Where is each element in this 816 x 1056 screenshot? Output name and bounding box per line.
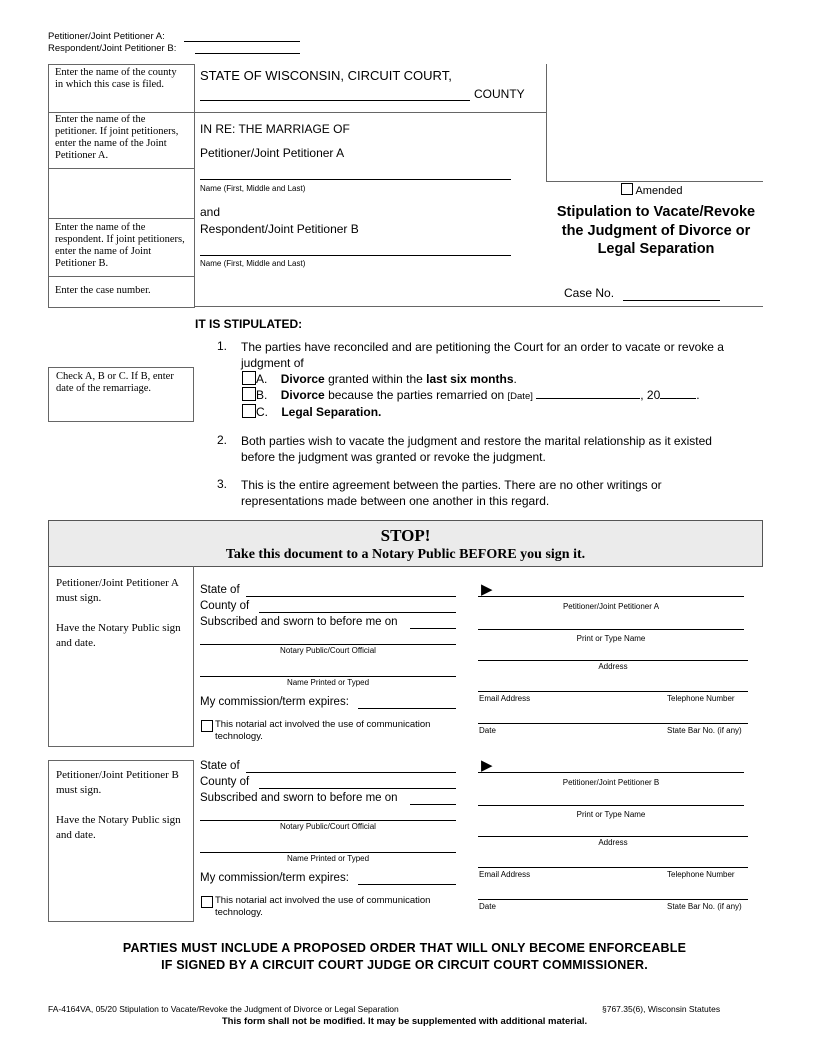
petitioner-a-caption-label: Petitioner/Joint Petitioner A — [200, 146, 345, 160]
sign-a-date-bar-field[interactable] — [478, 711, 748, 724]
sign-a-commission-field[interactable] — [358, 697, 456, 709]
divider — [49, 112, 194, 113]
sign-a-state-field[interactable] — [246, 585, 456, 597]
item3-text: This is the entire agreement between the parties. There are no other writings or representations made between one another in this regard. — [241, 478, 662, 508]
option-c-legal-separation: Legal Separation. — [281, 405, 382, 419]
caption-bottom-rule — [194, 306, 763, 307]
court-heading: STATE OF WISCONSIN, CIRCUIT COURT, — [200, 68, 452, 83]
sign-a-notary-label: Notary Public/Court Official — [280, 646, 376, 655]
option-a-period: last six months — [426, 372, 514, 386]
hint-county: Enter the name of the county in which this case is filed. — [55, 67, 177, 90]
stop-subtitle: Take this document to a Notary Public BEFORE you sign it. — [225, 547, 586, 562]
header-respondent-label: Respondent/Joint Petitioner B: — [48, 43, 177, 54]
remarriage-year-field[interactable] — [660, 388, 696, 399]
sign-a-sworn-label: Subscribed and sworn to before me on — [200, 616, 398, 628]
footer-form-id: FA-4164VA, 05/20 Stipulation to Vacate/Revoke the Judgment of Divorce or Legal Separation — [48, 1004, 399, 1014]
sign-b-date-bar-field[interactable] — [478, 887, 748, 900]
sign-a-notary-name-field[interactable] — [200, 662, 456, 677]
option-b-year-prefix: 20 — [646, 388, 661, 402]
divider — [49, 276, 194, 277]
stop-title: STOP! — [380, 526, 431, 545]
sign-b-address-field[interactable] — [478, 824, 748, 837]
respondent-caption-label: Respondent/Joint Petitioner B — [200, 222, 359, 236]
sign-b-notarial-label: This notarial act involved the use of communication technology. — [215, 895, 431, 918]
sign-a-telephone-label: Telephone Number — [667, 694, 735, 703]
option-a-text: granted within the — [328, 372, 423, 386]
header-petitioner-a-label: Petitioner/Joint Petitioner A: — [48, 31, 165, 42]
header-petitioner-a-field[interactable] — [184, 41, 300, 42]
option-b-text: because the parties remarried on — [328, 388, 505, 402]
sign-b-email-label: Email Address — [479, 870, 531, 879]
sign-a-state-bar-label: State Bar No. (if any) — [667, 726, 742, 735]
hint-petitioner: Enter the name of the petitioner. If joint petitioners, enter the name of the Joint Petitioner A. — [55, 114, 179, 161]
name-hint: Name (First, Middle and Last) — [200, 259, 306, 268]
notice-line-1: PARTIES MUST INCLUDE A PROPOSED ORDER THAT WILL ONLY BECOME ENFORCEABLE — [122, 941, 687, 955]
sign-b-notary-label: Notary Public/Court Official — [280, 822, 376, 831]
hint-case-number: Enter the case number. — [55, 285, 151, 296]
sign-a-print-name-field[interactable] — [478, 617, 744, 630]
sign-a-print-name-label: Print or Type Name — [576, 634, 646, 643]
case-no-label: Case No. — [564, 286, 615, 300]
divider — [49, 168, 194, 169]
sign-b-commission-label: My commission/term expires: — [200, 872, 349, 884]
option-c[interactable] — [242, 404, 381, 419]
amended-label: Amended — [635, 185, 683, 197]
sign-here-arrow-icon: ▶ — [481, 581, 493, 598]
county-label: COUNTY — [474, 87, 525, 101]
caption-divider — [193, 112, 546, 113]
sign-b-address-label: Address — [598, 838, 628, 847]
sign-b-date-label: Date — [479, 902, 496, 911]
notice-line-2: IF SIGNED BY A CIRCUIT COURT JUDGE OR CIRCUIT COURT COMMISSIONER. — [161, 958, 648, 972]
checkbox-icon[interactable] — [201, 896, 213, 908]
caption-vertical-rule — [546, 64, 547, 181]
sign-a-hint-must-sign: Petitioner/Joint Petitioner A must sign. — [56, 577, 179, 604]
option-a-checkbox[interactable] — [242, 371, 256, 385]
sign-a-email-label: Email Address — [479, 694, 531, 703]
sign-a-signature-field[interactable] — [478, 584, 744, 597]
item2-number: 2. — [217, 433, 228, 447]
sign-b-hint-notary: Have the Notary Public sign and date. — [56, 814, 181, 841]
sign-b-notarial-checkbox[interactable] — [201, 895, 463, 919]
option-c-checkbox[interactable] — [242, 404, 256, 418]
hint-check: Check A, B or C. If B, enter date of the remarriage. — [56, 371, 174, 394]
respondent-name-field[interactable] — [200, 238, 511, 256]
sign-b-commission-field[interactable] — [358, 873, 456, 885]
item2-text: Both parties wish to vacate the judgment and restore the marital relationship as it existed before the judgment was granted or revoke the judgment. — [241, 434, 712, 464]
sign-b-hint-must-sign: Petitioner/Joint Petitioner B must sign. — [56, 769, 179, 796]
option-b-checkbox[interactable] — [242, 387, 256, 401]
sign-b-county-field[interactable] — [259, 777, 456, 789]
sign-b-notary-signature-field[interactable] — [200, 808, 456, 821]
stop-banner — [48, 520, 763, 567]
option-a-letter: A. — [256, 372, 268, 386]
sign-a-name-printed-label: Name Printed or Typed — [286, 678, 370, 687]
item1-number: 1. — [217, 339, 228, 353]
sign-here-arrow-icon: ▶ — [481, 757, 493, 774]
sign-b-sworn-date-field[interactable] — [410, 793, 456, 805]
sign-a-county-field[interactable] — [259, 601, 456, 613]
sign-b-print-name-label: Print or Type Name — [576, 810, 646, 819]
option-a[interactable]: A. Divorce granted within the last six months. — [242, 371, 517, 386]
checkbox-icon[interactable] — [621, 183, 633, 195]
caption-right-rule — [546, 181, 763, 182]
sign-a-date-label: Date — [479, 726, 496, 735]
amended-checkbox[interactable] — [621, 183, 683, 197]
hint-respondent: Enter the name of the respondent. If joint petitioners, enter the name of Joint Petitioner B. — [55, 222, 185, 269]
item1-text: The parties have reconciled and are petitioning the Court for an order to vacate or revoke a judgment of — [241, 340, 724, 370]
sign-b-notary-name-field[interactable] — [200, 838, 456, 853]
sign-b-name-printed-label: Name Printed or Typed — [286, 854, 370, 863]
checkbox-icon[interactable] — [201, 720, 213, 732]
in-re-label: IN RE: THE MARRIAGE OF — [200, 122, 350, 136]
divider — [49, 218, 194, 219]
footer-modify-notice: This form shall not be modified. It may be supplemented with additional material. — [221, 1016, 588, 1027]
sign-b-signature-field[interactable] — [478, 760, 744, 773]
sign-b-email-phone-field[interactable] — [478, 855, 748, 868]
and-label: and — [200, 205, 221, 219]
sign-b-county-label: County of — [200, 776, 250, 788]
option-b-date-hint: [Date] — [507, 391, 533, 402]
sign-a-notary-signature-field[interactable] — [200, 632, 456, 645]
petitioner-a-name-field[interactable] — [200, 162, 511, 180]
sign-b-state-label: State of — [200, 760, 240, 772]
sign-b-sworn-label: Subscribed and sworn to before me on — [200, 792, 398, 804]
sign-a-notarial-checkbox[interactable] — [201, 719, 463, 743]
sign-a-signer-label: Petitioner/Joint Petitioner A — [562, 602, 660, 611]
name-hint: Name (First, Middle and Last) — [200, 184, 306, 193]
header-respondent-field[interactable] — [195, 53, 300, 54]
sign-b-print-name-field[interactable] — [478, 793, 744, 806]
option-c-letter: C. — [256, 405, 268, 419]
sign-a-address-field[interactable] — [478, 648, 748, 661]
sign-a-sworn-date-field[interactable] — [410, 617, 456, 629]
option-b[interactable]: B. Divorce because the parties remarried on [Date] , 20 . — [242, 387, 700, 402]
item3-number: 3. — [217, 477, 228, 491]
stipulated-heading: IT IS STIPULATED: — [195, 317, 303, 331]
form-title: Stipulation to Vacate/Revoke the Judgment of Divorce or Legal Separation — [556, 204, 756, 257]
option-b-divorce: Divorce — [280, 388, 325, 402]
option-a-divorce: Divorce — [280, 372, 325, 386]
remarriage-date-field[interactable] — [536, 388, 640, 399]
sign-a-commission-label: My commission/term expires: — [200, 696, 349, 708]
sign-b-signer-label: Petitioner/Joint Petitioner B — [562, 778, 660, 787]
sign-b-telephone-label: Telephone Number — [667, 870, 735, 879]
sign-a-hint-notary: Have the Notary Public sign and date. — [56, 622, 181, 649]
sign-a-county-label: County of — [200, 600, 250, 612]
caption-hint-column — [48, 64, 195, 308]
county-field[interactable] — [200, 85, 470, 101]
sign-b-state-field[interactable] — [246, 761, 456, 773]
sign-a-notarial-label: This notarial act involved the use of communication technology. — [215, 719, 431, 742]
sign-a-email-phone-field[interactable] — [478, 679, 748, 692]
sign-a-address-label: Address — [598, 662, 628, 671]
sign-b-state-bar-label: State Bar No. (if any) — [667, 902, 742, 911]
option-b-letter: B. — [256, 388, 268, 402]
footer-statute: §767.35(6), Wisconsin Statutes — [602, 1004, 721, 1014]
case-no-field[interactable] — [623, 289, 720, 301]
sign-a-state-label: State of — [200, 584, 240, 596]
